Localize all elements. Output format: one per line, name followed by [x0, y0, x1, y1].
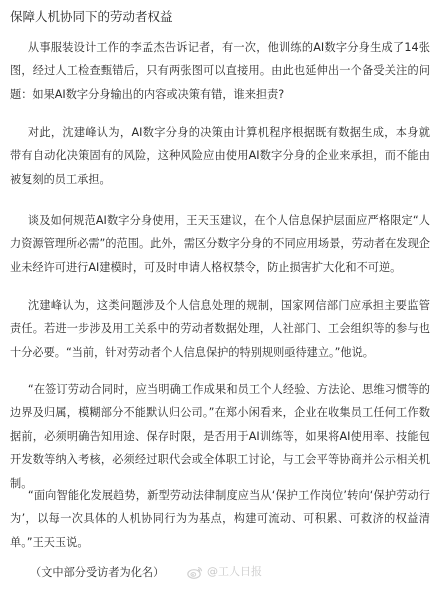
article-paragraph-6: “面向智能化发展趋势，新型劳动法律制度应当从‘保护工作岗位’转向‘保护劳动行为’，以每一次具体的人机协同行为为基点，构建可流动、可积累、可救济的权益清单。”王天玉说。 [10, 489, 430, 549]
source-watermark [187, 564, 262, 580]
article-paragraph-1: 从事服装设计工作的李孟杰告诉记者，有一次，他训练的AI数字分身生成了14张图，经过人工检查甄错后，只有两张图可以直接用。由此也延伸出一个备受关注的问题：如果AI数字分身输出的内容或决策有错，谁来担责? [10, 41, 430, 101]
article-paragraph-2: 对此，沈建峰认为，AI数字分身的决策由计算机程序根据既有数据生成，本身就带有自动化决策固有的风险，这种风险应由使用AI数字分身的企业来承担，而不能由被复刻的员工承担。 [10, 126, 430, 186]
watermark-handle: @工人日报 [207, 565, 262, 578]
interviewee-note: （文中部分受访者为化名） [30, 566, 165, 579]
article-paragraph-3: 谈及如何规范AI数字分身使用，王天玉建议，在个人信息保护层面应严格限定“人力资源管理所必需”的范围。此外，需区分数字分身的不同应用场景，劳动者在发现企业未经许可进行AI建模时，可及时申请人格权禁令，防止损害扩大化和不可逆。 [10, 214, 430, 274]
weibo-icon [187, 566, 203, 579]
article-paragraph-5: “在签订劳动合同时，应当明确工作成果和员工个人经验、方法论、思维习惯等的边界及归属，模糊部分不能默认归公司。”在郑小闲看来，企业在收集员工任何工作数据前，必须明确告知用途、保存时限，是否用于AI训练等，如果将AI使用率、技能包开发数等纳入考核，必须经过职代会或全体职工讨论，与工会平等协商并公示相关机制。 [10, 383, 430, 490]
article-title: 保障人机协同下的劳动者权益 [10, 9, 173, 24]
article-paragraph-4: 沈建峰认为，这类问题涉及个人信息处理的规制，国家网信部门应承担主要监管责任。若进一步涉及用工关系中的劳动者数据处理，人社部门、工会组织等的参与也十分必要。“当前，针对劳动者个人信息保护的特别规则亟待建立。”他说。 [10, 299, 430, 359]
